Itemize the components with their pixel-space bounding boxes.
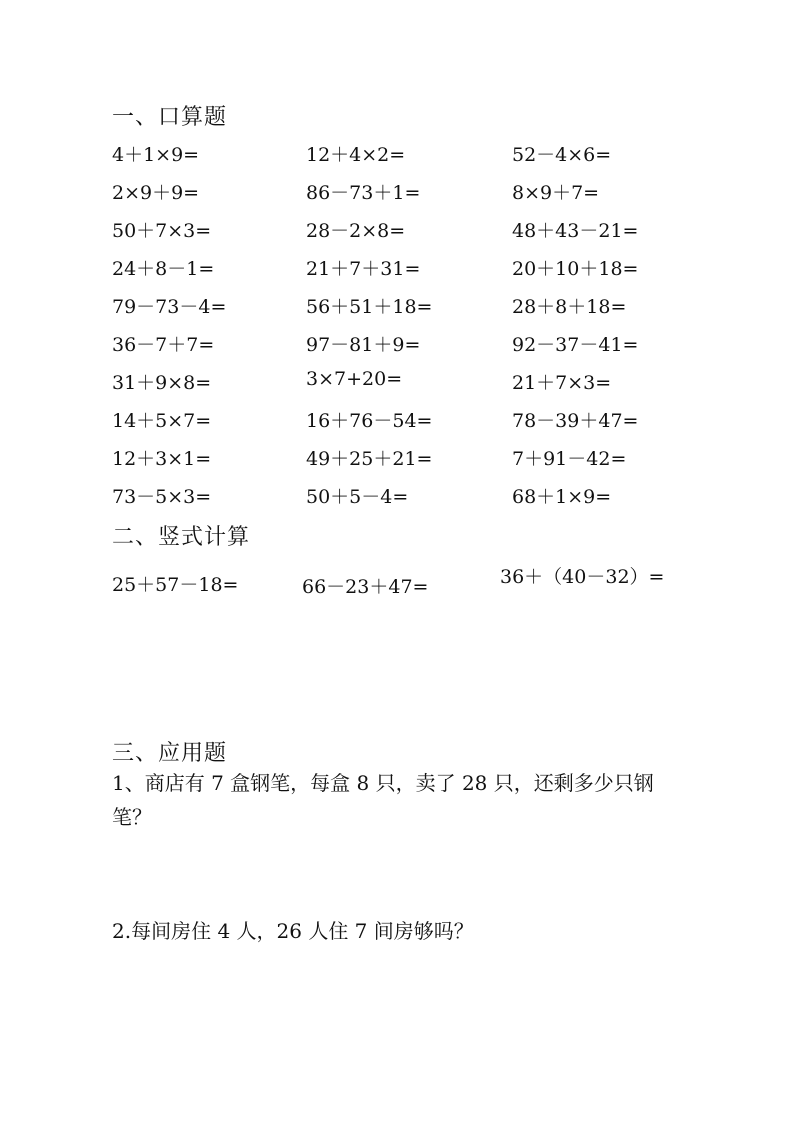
table-row [112,178,712,216]
table-row [112,406,712,444]
oral-problem: 56＋51＋18= [306,296,433,318]
oral-problem: 50＋5－4= [306,486,409,508]
oral-problem: 86－73＋1= [306,182,421,204]
section-title-oral: 一、口算题 [112,105,228,130]
oral-problem: 8×9＋7= [512,182,600,204]
oral-problem: 3×7+20= [306,368,403,390]
oral-problem: 73－5×3= [112,486,212,508]
table-row [112,140,712,178]
oral-problem: 28＋8＋18= [512,296,627,318]
vertical-problem: 66－23＋47= [302,576,429,598]
oral-problem: 48＋43－21= [512,220,639,242]
oral-problem: 21＋7×3= [512,372,612,394]
word-problem-2: 2.每间房住 4 人，26 人住 7 间房够吗？ [112,919,474,943]
oral-calculation-grid [112,140,712,520]
oral-problem: 12＋3×1= [112,448,212,470]
oral-problem: 36－7＋7= [112,334,215,356]
oral-problem: 7＋91－42= [512,448,627,470]
oral-problem: 79－73－4= [112,296,227,318]
table-row [112,444,712,482]
oral-problem: 2×9＋9= [112,182,200,204]
oral-problem: 4＋1×9= [112,144,200,166]
table-row [112,292,712,330]
section-title-applied: 三、应用题 [112,741,228,766]
oral-problem: 50＋7×3= [112,220,212,242]
oral-problem: 16＋76－54= [306,410,433,432]
oral-problem: 78－39＋47= [512,410,639,432]
vertical-problem: 25＋57－18= [112,574,239,596]
oral-problem: 52－4×6= [512,144,612,166]
oral-problem: 92－37－41= [512,334,639,356]
oral-problem: 28－2×8= [306,220,406,242]
oral-problem: 14＋5×7= [112,410,212,432]
oral-problem: 97－81＋9= [306,334,421,356]
oral-problem: 31＋9×8= [112,372,212,394]
oral-problem: 24＋8－1= [112,258,215,280]
table-row [112,368,712,406]
vertical-problem: 36＋（40－32）= [500,566,665,588]
oral-problem: 12＋4×2= [306,144,406,166]
oral-problem: 21＋7＋31= [306,258,421,280]
table-row [112,254,712,292]
table-row [112,330,712,368]
table-row [112,482,712,520]
section-title-vertical: 二、竖式计算 [112,525,251,550]
oral-problem: 68＋1×9= [512,486,612,508]
table-row [112,216,712,254]
word-problem-1: 1、商店有 7 盒钢笔，每盒 8 只，卖了 28 只，还剩多少只钢笔？ [112,771,654,829]
oral-problem: 49＋25＋21= [306,448,433,470]
oral-problem: 20＋10＋18= [512,258,639,280]
